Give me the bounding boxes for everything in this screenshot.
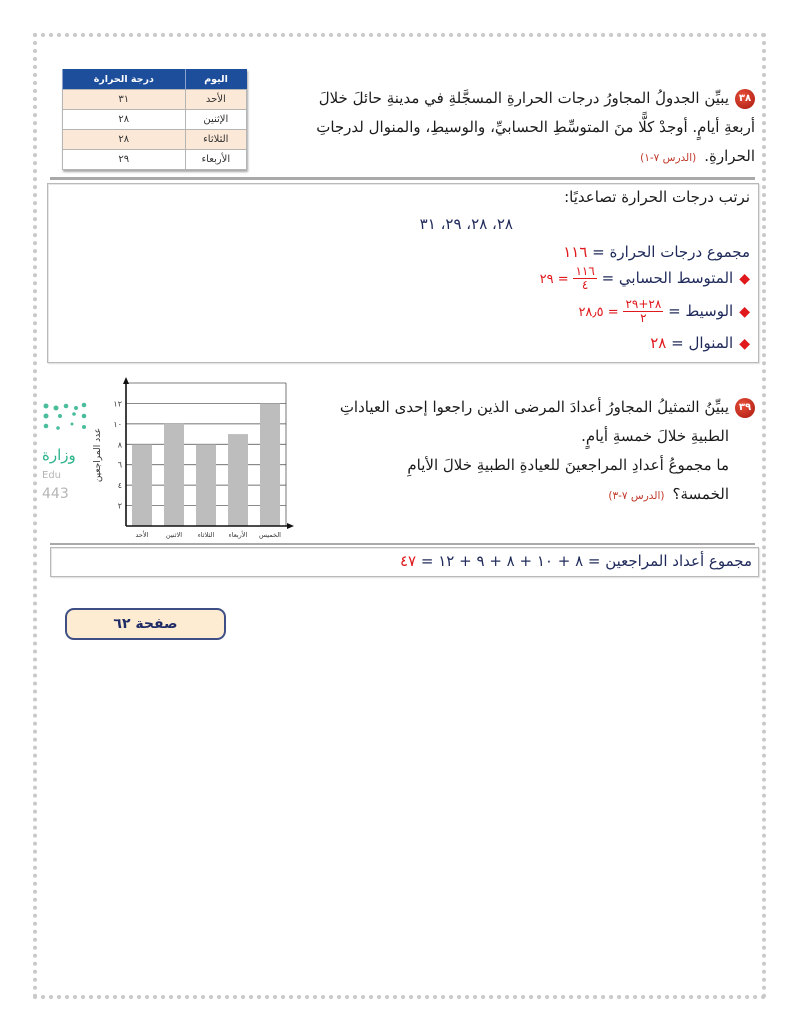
chart-y-tick-label: ١٠ xyxy=(113,419,122,429)
table-cell-day: الأحد xyxy=(185,90,246,110)
chart-y-tick-label: ١٢ xyxy=(113,399,122,409)
chart-x-tick-label: الأحد xyxy=(135,531,149,539)
table-cell-day: الأربعاء xyxy=(185,150,246,170)
problem-39-line3: ما مجموعُ أعدادِ المراجعينَ للعيادةِ الطبيةِ خلالَ الأيامِ xyxy=(407,456,729,474)
median-line xyxy=(578,298,750,325)
mean-fraction xyxy=(573,265,596,292)
chart-x-tick-label: الأربعاء xyxy=(228,531,248,539)
chart-x-tick-label: الاثنين xyxy=(165,531,183,539)
chart-bar xyxy=(260,403,280,526)
problem-39-text: يبيِّنُ التمثيلُ المجاورُ أعدادَ المرضى الذين راجعوا إحدى العياداتِ xyxy=(339,398,729,416)
problem-number-badge: ٣٩ xyxy=(735,398,755,418)
median-label: الوسيط = xyxy=(668,302,734,320)
page-number-tag: صفحة ٦٢ xyxy=(65,608,226,640)
median-fraction xyxy=(623,298,663,325)
mean-result: = ٢٩ xyxy=(539,272,569,287)
x-axis-arrow-icon xyxy=(287,523,294,529)
diamond-bullet-icon: ◆ xyxy=(739,271,750,287)
problem-38-text-end: الحرارةِ. xyxy=(704,147,755,165)
problem-38-line1 xyxy=(260,84,755,113)
chart-x-ticks xyxy=(136,530,282,539)
mode-line xyxy=(650,334,750,352)
problem-38-text: يبيِّن الجدولُ المجاورُ درجات الحرارةِ المسجَّلةِ في مدينةِ حائلَ خلالَ xyxy=(318,89,729,107)
chart-y-axis-label: عدد المراجعين xyxy=(93,427,103,483)
chart-x-tick-label: الخميس xyxy=(259,531,281,539)
table-row xyxy=(63,150,247,170)
table-cell-day: الثلاثاء xyxy=(185,130,246,150)
sum-value: ١١٦ xyxy=(563,243,588,261)
solution-38-box xyxy=(47,183,759,363)
chart-y-ticks xyxy=(113,399,122,510)
table-header-day: اليوم xyxy=(185,69,246,90)
chart-x-tick-label: الثلاثاء xyxy=(197,531,215,539)
divider xyxy=(50,543,755,545)
watermark-number: 443 xyxy=(42,486,69,502)
diamond-bullet-icon: ◆ xyxy=(739,336,750,352)
table-cell-temp: ٢٩ xyxy=(63,150,186,170)
sum-label: مجموع درجات الحرارة = xyxy=(592,243,750,261)
table-header-temp: درجة الحرارة xyxy=(63,69,186,90)
table-cell-day: الإثنين xyxy=(185,110,246,130)
table-row xyxy=(63,130,247,150)
table-row xyxy=(63,110,247,130)
table-cell-temp: ٢٨ xyxy=(63,130,186,150)
mean-label: المتوسط الحسابي = xyxy=(601,269,734,287)
problem-39-line1 xyxy=(300,393,755,422)
diamond-bullet-icon: ◆ xyxy=(739,304,750,320)
table-row xyxy=(63,90,247,110)
table-cell-temp: ٣١ xyxy=(63,90,186,110)
order-label: نرتب درجات الحرارة تصاعديًا: xyxy=(564,188,750,206)
chart-bar xyxy=(196,444,216,526)
problem-38-line2: أربعةِ أيامٍ. أوجدْ كلًّا منَ المتوسِّطِ الحسابيِّ، والوسيطِ، والمنوال لدرجاتِ xyxy=(316,118,755,136)
problem-38 xyxy=(260,84,755,173)
watermark-subtext: Edu xyxy=(42,470,62,481)
chart-y-tick-label: ٢ xyxy=(117,501,122,511)
mean-denominator: ٤ xyxy=(581,278,589,292)
problem-39-text-end: الخمسة؟ xyxy=(672,485,729,503)
median-denominator: ٢ xyxy=(640,311,647,325)
y-axis-arrow-icon xyxy=(123,377,129,384)
problem-number-badge: ٣٨ xyxy=(735,89,755,109)
mean-numerator: ١١٦ xyxy=(575,264,595,278)
divider xyxy=(50,177,755,180)
chart-y-tick-label: ٨ xyxy=(117,440,122,450)
lesson-reference: (الدرس ٧-٣) xyxy=(608,490,665,502)
mean-line xyxy=(540,265,750,292)
problem-39-line2: الطبيةِ خلالَ خمسةِ أيامٍ. xyxy=(581,427,729,445)
patients-bar-chart xyxy=(92,375,297,545)
table-cell-temp: ٢٨ xyxy=(63,110,186,130)
lesson-reference: (الدرس ٧-١) xyxy=(640,152,697,164)
problem-38-line3 xyxy=(260,142,755,173)
chart-y-tick-label: ٦ xyxy=(117,460,122,470)
mode-value: ٢٨ xyxy=(650,334,667,352)
problem-39 xyxy=(300,393,755,511)
temperature-table xyxy=(62,69,247,170)
problem-39-line4 xyxy=(300,480,755,511)
median-numerator: ٢٨+٢٩ xyxy=(625,297,662,311)
ordered-values: ٢٨، ٢٨، ٢٩، ٣١ xyxy=(419,215,513,233)
solution-39-box xyxy=(50,547,759,577)
total-result: ٤٧ xyxy=(400,552,417,570)
chart-y-tick-label: ٤ xyxy=(117,481,122,491)
median-result: = ٢٨٫٥ xyxy=(578,305,619,320)
total-label: مجموع أعداد المراجعين = ٨ + ١٠ + ٨ + ٩ + ١٢ = xyxy=(420,552,752,570)
chart-bar xyxy=(132,444,152,526)
chart-bar xyxy=(164,424,184,526)
watermark-text: وزارة xyxy=(42,446,76,464)
total-line xyxy=(400,552,752,570)
mode-label: المنوال = xyxy=(671,334,734,352)
sum-line xyxy=(563,243,750,261)
chart-bar xyxy=(228,434,248,526)
